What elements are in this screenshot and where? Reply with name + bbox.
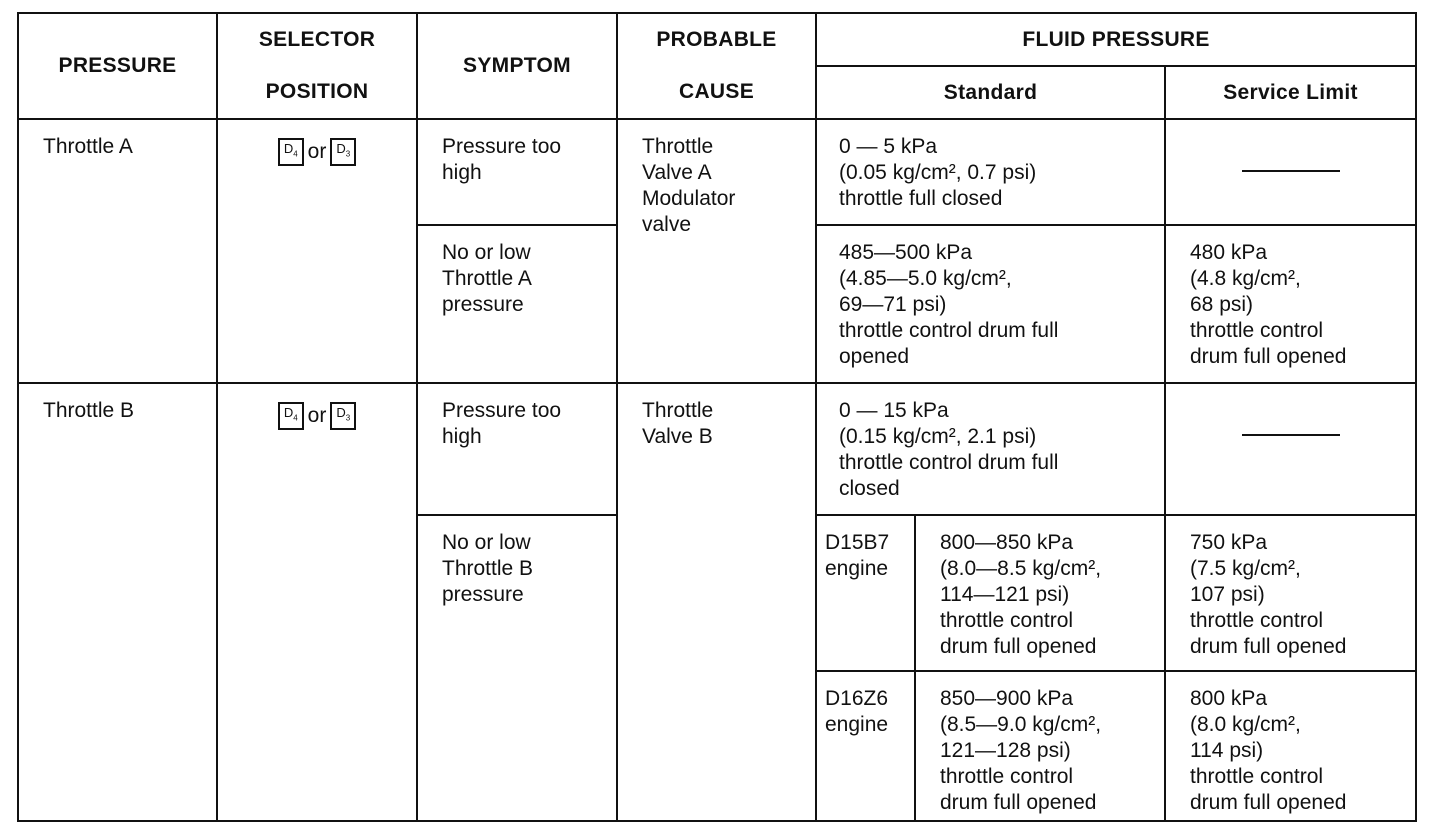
throttle-b-selector: $D_4$ or $D_3$ [218, 384, 416, 430]
d4-position-box: $D_4$ [278, 138, 304, 166]
throttle-b-standard-high: 0 — 15 kPa (0.15 kg/cm², 2.1 psi) throttle control drum full closed [839, 399, 1059, 500]
throttle-b-symptom-high-cell [417, 383, 617, 515]
fluid-pressure-table [17, 12, 1417, 822]
header-fluid-pressure: FLUID PRESSURE [816, 13, 1416, 66]
engine-d16z6-label: D16Z6 engine [825, 687, 889, 736]
throttle-a-standard-high-cell [816, 119, 1165, 225]
d4-position-box: $D_4$ [278, 402, 304, 430]
engine-d16z6-service-cell [1165, 671, 1416, 821]
d3-position-box: $D_3$ [330, 402, 356, 430]
throttle-a-symptom-low-cell [417, 225, 617, 383]
throttle-b-cause-cell [617, 383, 816, 821]
header-standard: Standard [816, 66, 1165, 119]
throttle-a-cause: Throttle Valve A Modulator valve [642, 135, 736, 236]
d3-position-box: $D_3$ [330, 138, 356, 166]
engine-d15b7-service-cell [1165, 515, 1416, 671]
engine-d16z6-service: 800 kPa (8.0 kg/cm², 114 psi) throttle control drum full opened [1190, 687, 1347, 814]
throttle-a-standard-high: 0 — 5 kPa (0.05 kg/cm², 0.7 psi) throttle full closed [839, 135, 1037, 210]
throttle-a-symptom-low: No or low Throttle A pressure [442, 241, 532, 316]
header-selector-line1: SELECTOR [258, 28, 376, 51]
throttle-a-service-low: 480 kPa (4.8 kg/cm², 68 psi) throttle control drum full opened [1190, 241, 1347, 368]
empty-dash [1242, 170, 1340, 172]
throttle-a-selector-cell [217, 119, 417, 383]
throttle-a-label: Throttle A [43, 135, 133, 158]
engine-d15b7-label: D15B7 engine [825, 531, 890, 580]
header-selector-line2: POSITION [265, 80, 369, 103]
throttle-b-symptom-low-cell [417, 515, 617, 821]
engine-d16z6-cell [816, 671, 915, 821]
header-pressure: PRESSURE [18, 13, 217, 119]
throttle-b-standard-high-cell [816, 383, 1165, 515]
header-selector-position [217, 13, 417, 119]
throttle-b-label: Throttle B [43, 399, 135, 422]
throttle-a-cause-cell [617, 119, 816, 383]
throttle-b-pressure-cell [18, 383, 217, 821]
throttle-b-selector-cell [217, 383, 417, 821]
throttle-a-service-high-cell [1165, 119, 1416, 225]
throttle-b-cause: Throttle Valve B [642, 399, 714, 448]
header-probable-cause [617, 13, 816, 119]
throttle-b-symptom-high: Pressure too high [442, 399, 562, 448]
throttle-a-standard-low: 485—500 kPa (4.85—5.0 kg/cm², 69—71 psi) throttle control drum full opened [839, 241, 1059, 368]
header-cause-line2: CAUSE [678, 80, 754, 103]
throttle-a-selector: $D_4$ or $D_3$ [218, 120, 416, 166]
throttle-a-service-low-cell [1165, 225, 1416, 383]
engine-d16z6-standard: 850—900 kPa (8.5—9.0 kg/cm², 121—128 psi) throttle control drum full opened [940, 687, 1102, 814]
header-service-limit: Service Limit [1165, 66, 1416, 119]
engine-d15b7-standard-cell [915, 515, 1165, 671]
header-symptom: SYMPTOM [417, 13, 617, 119]
engine-d15b7-service: 750 kPa (7.5 kg/cm², 107 psi) throttle control drum full opened [1190, 531, 1347, 658]
throttle-a-pressure-cell [18, 119, 217, 383]
throttle-a-symptom-high: Pressure too high [442, 135, 562, 184]
throttle-a-standard-low-cell [816, 225, 1165, 383]
throttle-b-service-high-cell [1165, 383, 1416, 515]
empty-dash [1242, 434, 1340, 436]
engine-d16z6-standard-cell [915, 671, 1165, 821]
throttle-b-symptom-low: No or low Throttle B pressure [442, 531, 534, 606]
engine-d15b7-standard: 800—850 kPa (8.0—8.5 kg/cm², 114—121 psi) throttle control drum full opened [940, 531, 1102, 658]
throttle-a-symptom-high-cell [417, 119, 617, 225]
header-cause-line1: PROBABLE [656, 28, 777, 51]
engine-d15b7-cell [816, 515, 915, 671]
